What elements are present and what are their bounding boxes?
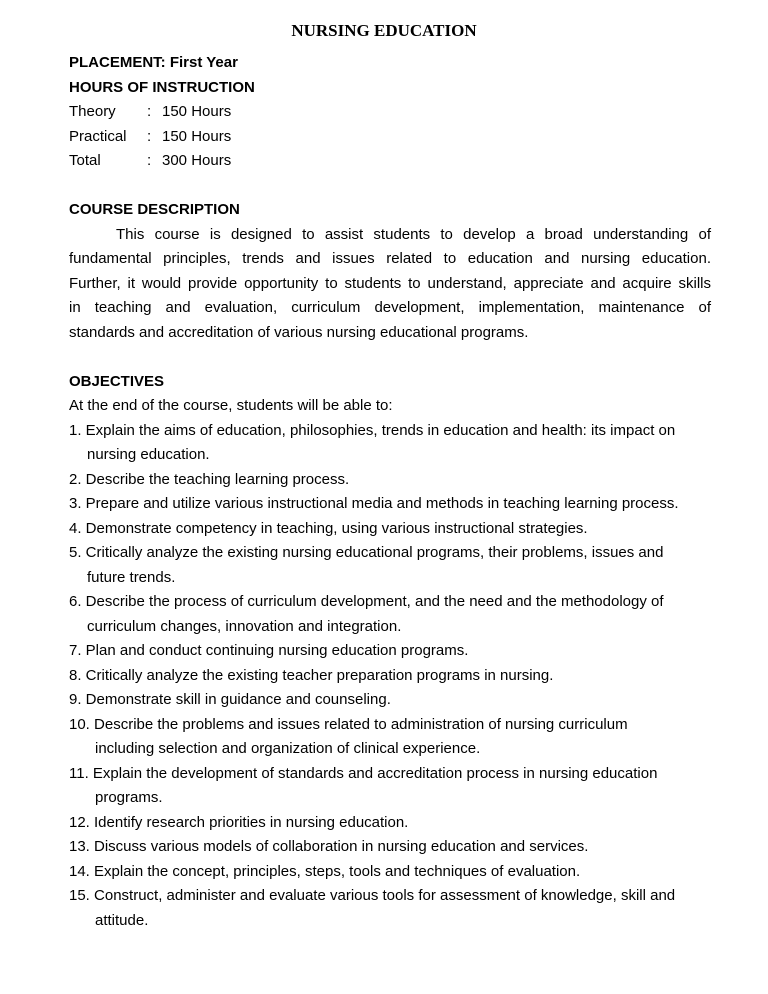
objective-item xyxy=(69,860,711,885)
hours-label: Theory xyxy=(69,103,116,120)
objectives-heading: OBJECTIVES xyxy=(69,372,165,390)
objective-item xyxy=(69,541,711,590)
objective-text: 6. Describe the process of curriculum development, and the need and the methodology of xyxy=(69,593,664,610)
objective-continuation: curriculum changes, innovation and integration. xyxy=(87,617,402,635)
objectives-list xyxy=(69,419,711,934)
page-title: NURSING EDUCATION xyxy=(291,21,477,40)
hours-row xyxy=(69,100,711,125)
objective-item xyxy=(69,762,711,811)
hours-value: 150 Hours xyxy=(162,127,232,145)
objective-text: 7. Plan and conduct continuing nursing education programs. xyxy=(69,642,469,659)
objective-text: 11. Explain the development of standards and accreditation process in nursing education xyxy=(69,764,658,782)
hours-list xyxy=(69,100,711,174)
description-line: fundamental principles, trends and issues related to education and nursing education. xyxy=(69,250,711,267)
objective-item xyxy=(69,713,711,762)
hours-value: 150 Hours xyxy=(162,103,232,120)
objective-text: 8. Critically analyze the existing teacher preparation programs in nursing. xyxy=(69,666,554,684)
objective-continuation: programs. xyxy=(95,789,163,806)
objective-item xyxy=(69,639,711,664)
objective-item xyxy=(69,468,711,493)
hours-row xyxy=(69,149,711,174)
objective-text: 3. Prepare and utilize various instructional media and methods in teaching learning process. xyxy=(69,495,679,512)
objective-text: 5. Critically analyze the existing nursing educational programs, their problems, issues and xyxy=(69,544,664,561)
objective-continuation: future trends. xyxy=(87,568,176,586)
objective-continuation: including selection and organization of clinical experience. xyxy=(95,740,481,757)
hours-label: Total xyxy=(69,152,101,169)
objective-text: 13. Discuss various models of collaboration in nursing education and services. xyxy=(69,838,589,855)
course-description-heading: COURSE DESCRIPTION xyxy=(69,201,240,218)
document-body xyxy=(69,51,711,933)
course-description xyxy=(69,223,711,346)
objective-text: 9. Demonstrate skill in guidance and counseling. xyxy=(69,691,391,708)
description-line: in teaching and evaluation, curriculum development, implementation, maintenance of xyxy=(69,299,711,316)
objective-item xyxy=(69,664,711,689)
objective-text: 14. Explain the concept, principles, steps, tools and techniques of evaluation. xyxy=(69,862,581,880)
objective-item xyxy=(69,835,711,860)
objective-item xyxy=(69,688,711,713)
hours-colon: : xyxy=(147,152,152,169)
objective-continuation: attitude. xyxy=(95,911,149,929)
objective-item xyxy=(69,811,711,836)
objective-item xyxy=(69,492,711,517)
objective-text: 12. Identify research priorities in nursing education. xyxy=(69,813,409,831)
objective-text: 4. Demonstrate competency in teaching, using various instructional strategies. xyxy=(69,519,588,537)
objective-text: 15. Construct, administer and evaluate various tools for assessment of knowledge, skill and xyxy=(69,887,676,904)
hours-heading: HOURS OF INSTRUCTION xyxy=(69,78,255,96)
objectives-intro: At the end of the course, students will be able to: xyxy=(69,397,393,414)
hours-label: Practical xyxy=(69,127,127,145)
hours-row xyxy=(69,125,711,150)
hours-value: 300 Hours xyxy=(162,152,232,169)
description-line: Further, it would provide opportunity to students to understand, appreciate and acquire skills xyxy=(69,274,711,292)
hours-colon: : xyxy=(147,127,152,145)
description-line: standards and accreditation of various nursing educational programs. xyxy=(69,323,529,341)
objective-item xyxy=(69,884,711,933)
objective-item xyxy=(69,419,711,468)
objective-text: 10. Describe the problems and issues related to administration of nursing curriculum xyxy=(69,715,628,733)
objective-continuation: nursing education. xyxy=(87,446,210,463)
placement: PLACEMENT: First Year xyxy=(69,54,238,71)
objective-item xyxy=(69,517,711,542)
objective-item xyxy=(69,590,711,639)
description-line: This course is designed to assist students to develop a broad understanding of xyxy=(116,225,711,243)
objective-text: 2. Describe the teaching learning process. xyxy=(69,470,350,488)
hours-colon: : xyxy=(147,103,152,120)
objective-text: 1. Explain the aims of education, philosophies, trends in education and health: its impact on xyxy=(69,421,676,439)
